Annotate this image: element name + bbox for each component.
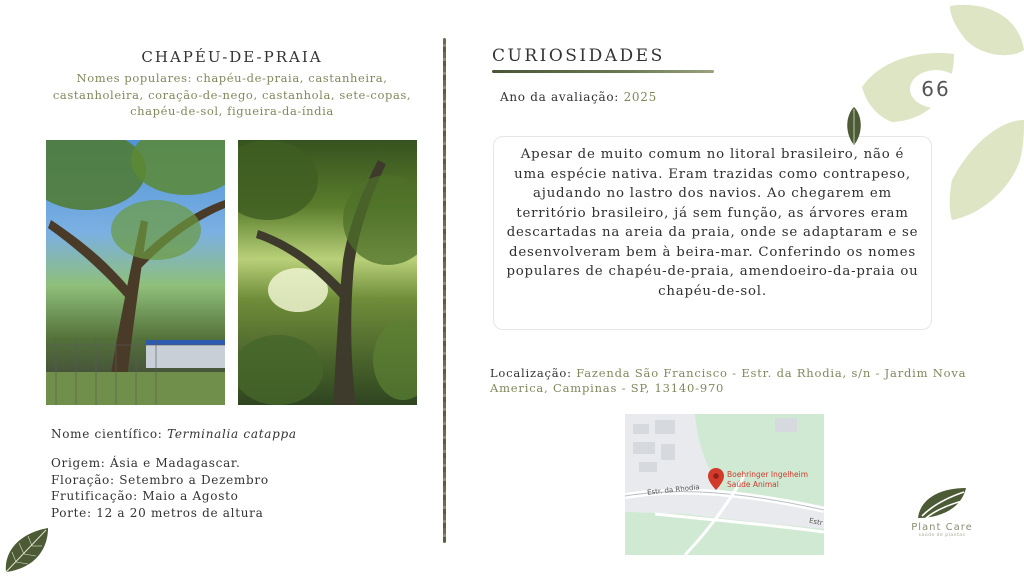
title-underline (492, 70, 714, 73)
location-value: Fazenda São Francisco - Estr. da Rhodia, s/n - Jardim Nova America, Campinas - SP, 13140-970 (490, 366, 967, 395)
leaf-icon (2, 526, 52, 574)
popular-names: Nomes populares: chapéu-de-praia, castanheira, castanholeira, coração-de-nego, castanhola, sete-copas, chapéu-de-sol, figueira-da-índia (52, 71, 412, 118)
brand-tagline: saúde de plantas (918, 533, 966, 538)
flowering: Floração: Setembro a Dezembro (51, 472, 269, 487)
leaf-icon (843, 106, 865, 146)
evaluation-year (500, 90, 657, 104)
location-map[interactable] (625, 414, 824, 555)
map-road-label-short: Estr (808, 516, 824, 528)
plant-care-logo-icon (914, 486, 970, 520)
column-divider (443, 38, 446, 543)
map-road-label: Estr. da Rhodia (646, 483, 700, 497)
fruiting: Frutificação: Maio a Agosto (51, 489, 239, 503)
tree-photo-1 (46, 140, 225, 405)
plant-facts (51, 455, 269, 521)
year-label: Ano da avaliação: (500, 90, 624, 104)
scientific-label: Nome científico: (51, 427, 168, 441)
year-value: 2025 (623, 90, 657, 104)
map-place-label: Boehringer Ingelheim Saúde Animal (727, 470, 809, 489)
origin: Origem: Ásia e Madagascar. (51, 456, 241, 470)
curiosity-text: Apesar de muito comum no litoral brasileiro, não é uma espécie nativa. Eram trazidas como contrapeso, ajudando no lastro dos navios. Ao chegarem em território brasileiro, já sem função, as árvores eram descartadas na areia da praia, onde se adaptaram e se desenvolveram bem à beira-mar. Conferindo os nomes populares de chapéu-de-praia, amendoeiro-da-praia ou chapéu-de-sol. (493, 136, 932, 330)
brand-name: Plant Care (911, 522, 973, 533)
page-number: 66 (910, 70, 962, 108)
size: Porte: 12 a 20 metros de altura (51, 505, 264, 520)
tree-photo-2 (238, 140, 417, 405)
scientific-value: Terminalia catappa (167, 427, 297, 441)
curiosities-title: CURIOSIDADES (492, 46, 665, 66)
location-label: Localização: (490, 366, 577, 380)
scientific-name (51, 427, 297, 441)
location (490, 366, 990, 396)
plant-care-logo (902, 486, 982, 546)
plant-title: CHAPÉU-DE-PRAIA (141, 48, 323, 66)
